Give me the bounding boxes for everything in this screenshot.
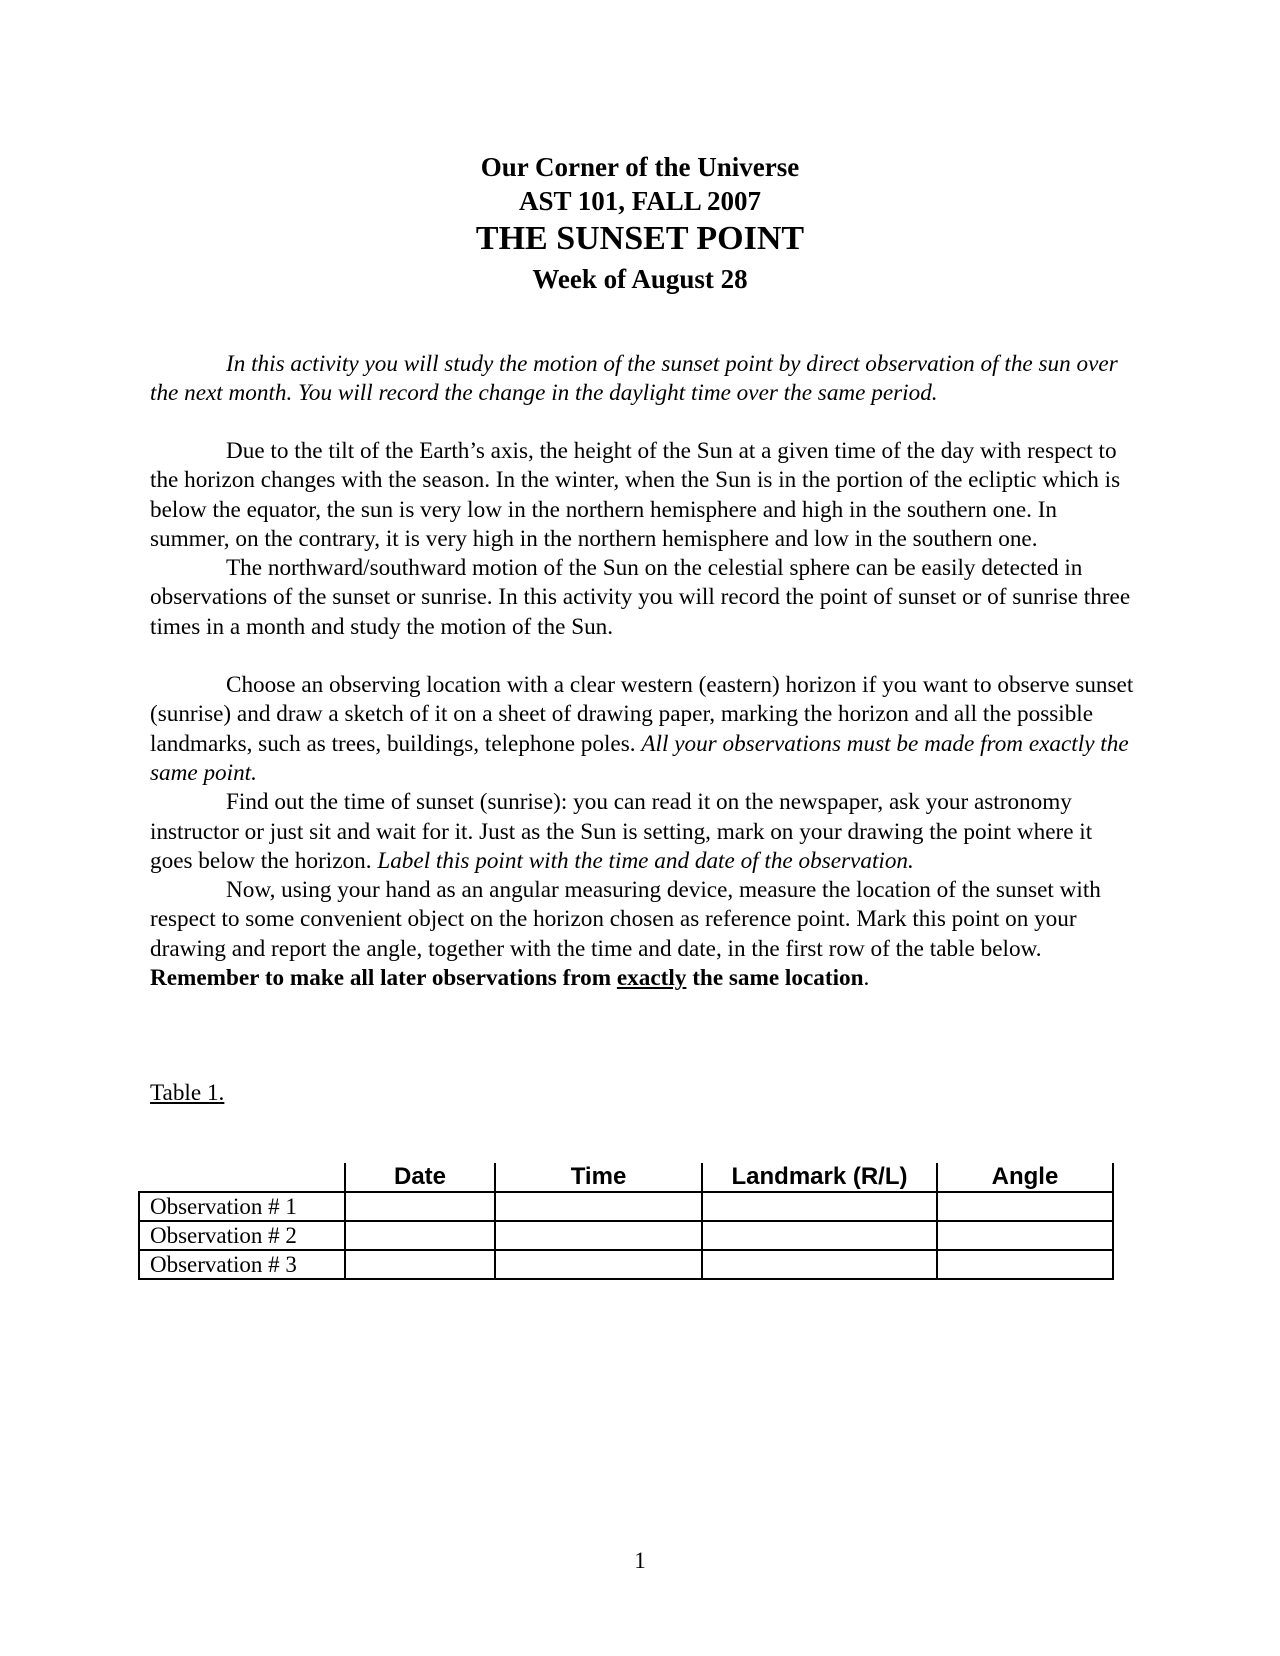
row-label: Observation # 1 bbox=[139, 1192, 345, 1221]
intro-paragraph: In this activity you will study the motion of the sunset point by direct observation of the sun over the next month. You will record the change in the daylight time over the same period. bbox=[150, 351, 1118, 407]
intro-block bbox=[150, 350, 1140, 409]
paragraph-tilt: Due to the tilt of the Earth’s axis, the height of the Sun at a given time of the day with respect to the horizon changes with the season. In the winter, when the Sun is in the portion of the ecliptic which is below the equator, the sun is very low in the northern hemisphere and high in the southern one. In summer, on the contrary, it is very high in the northern hemisphere and low in the southern one. bbox=[150, 438, 1121, 552]
landmark-cell[interactable] bbox=[702, 1192, 937, 1221]
angle-cell[interactable] bbox=[937, 1250, 1113, 1279]
course-series-title: Our Corner of the Universe bbox=[480, 152, 800, 182]
angle-cell[interactable] bbox=[937, 1192, 1113, 1221]
paragraph-measure bbox=[150, 876, 1140, 993]
time-cell[interactable] bbox=[495, 1250, 702, 1279]
table-caption: Table 1. bbox=[150, 1080, 225, 1106]
header-blank-cell bbox=[139, 1163, 345, 1192]
row-label: Observation # 2 bbox=[139, 1221, 345, 1250]
time-text: Find out the time of sunset (sunrise): you can read it on the newspaper, ask your astronomy instructor or just sit and wait for it. Just as the Sun is setting, mark on your drawing the point where it goes below the horizon. bbox=[150, 789, 1093, 874]
measure-bold-underline: exactly bbox=[616, 965, 687, 992]
observation-table bbox=[138, 1163, 1114, 1280]
page-number: 1 bbox=[634, 1548, 646, 1573]
paragraph-time bbox=[150, 788, 1140, 876]
location-text: Choose an observing location with a clear western (eastern) horizon if you want to observe sunset (sunrise) and draw a sketch of it on a sheet of drawing paper, marking the horizon and all the possible landmarks, such as trees, buildings, telephone poles. bbox=[150, 672, 1134, 757]
angle-cell[interactable] bbox=[937, 1221, 1113, 1250]
landmark-cell[interactable] bbox=[702, 1221, 937, 1250]
measure-bold-b: the same location bbox=[686, 965, 864, 992]
header-landmark: Landmark (R/L) bbox=[702, 1163, 937, 1192]
measure-bold-a: Remember to make all later observations from bbox=[150, 965, 617, 992]
location-emphasis: All your observations must be made from exactly the same point. bbox=[150, 730, 1129, 786]
activity-title: THE SUNSET POINT bbox=[475, 220, 805, 257]
table-row bbox=[139, 1221, 1113, 1250]
date-cell[interactable] bbox=[345, 1221, 495, 1250]
time-cell[interactable] bbox=[495, 1192, 702, 1221]
paragraph-location bbox=[150, 671, 1140, 788]
row-label: Observation # 3 bbox=[139, 1250, 345, 1279]
header-date: Date bbox=[345, 1163, 495, 1192]
header-time: Time bbox=[495, 1163, 702, 1192]
header-angle: Angle bbox=[937, 1163, 1113, 1192]
paragraph-motion: The northward/southward motion of the Sun on the celestial sphere can be easily detected in observations of the sunset or sunrise. In this activity you will record the point of sunset or of sunrise three times in a month and study the motion of the Sun. bbox=[150, 555, 1131, 640]
table-header-row bbox=[139, 1163, 1113, 1192]
table-row bbox=[139, 1250, 1113, 1279]
document-header bbox=[0, 150, 1280, 298]
measure-end: . bbox=[863, 965, 870, 992]
landmark-cell[interactable] bbox=[702, 1250, 937, 1279]
measure-text: Now, using your hand as an angular measuring device, measure the location of the sunset with respect to some convenient object on the horizon chosen as reference point. Mark this point on your drawing and report the angle, together with the time and date, in the first row of the table below. bbox=[150, 877, 1101, 962]
main-text bbox=[150, 437, 1140, 993]
date-cell[interactable] bbox=[345, 1192, 495, 1221]
time-cell[interactable] bbox=[495, 1221, 702, 1250]
course-code: AST 101, FALL 2007 bbox=[518, 186, 762, 216]
table-row bbox=[139, 1192, 1113, 1221]
time-emphasis: Label this point with the time and date of the observation. bbox=[377, 847, 914, 874]
date-cell[interactable] bbox=[345, 1250, 495, 1279]
week-label: Week of August 28 bbox=[532, 264, 748, 294]
